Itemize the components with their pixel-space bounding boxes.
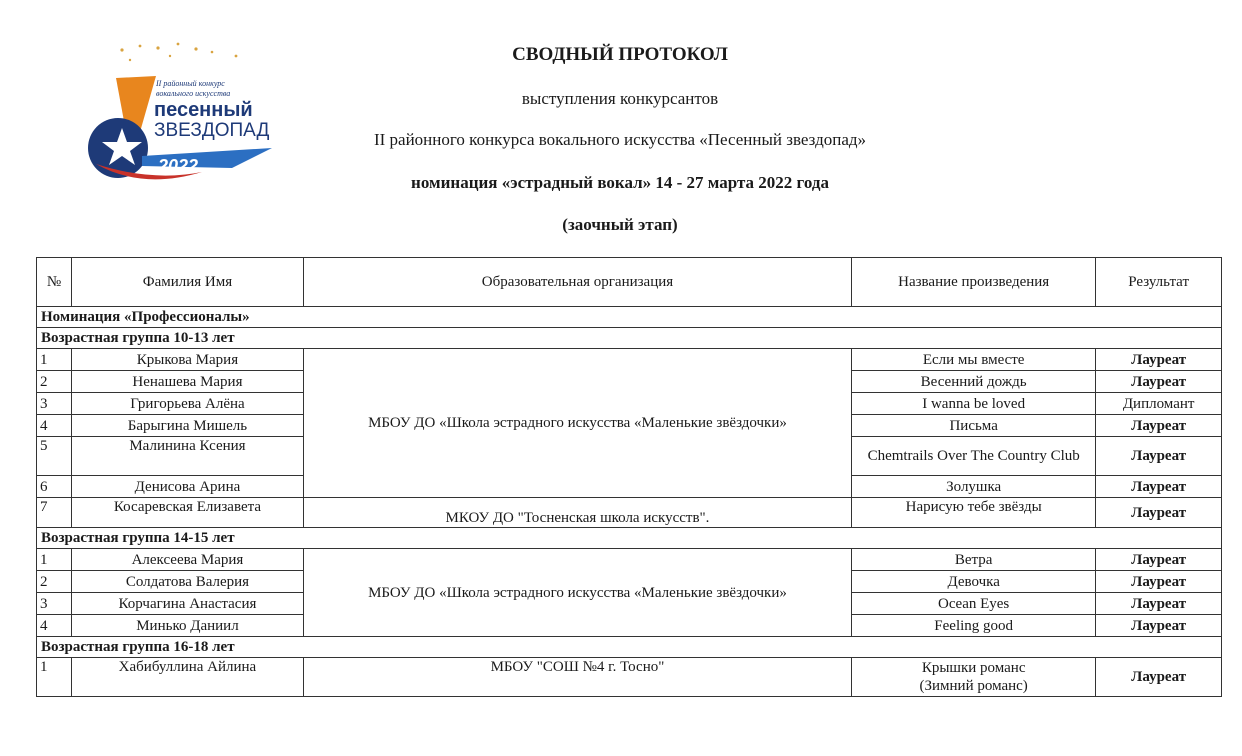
age-group-row — [37, 328, 1222, 349]
row-result: Лауреат — [1096, 498, 1222, 528]
nomination-row — [37, 307, 1222, 328]
age-group-title: Возрастная группа 14-15 лет — [37, 528, 1222, 549]
row-name: Минько Даниил — [72, 615, 304, 637]
row-result: Лауреат — [1096, 615, 1222, 637]
row-name: Денисова Арина — [72, 476, 304, 498]
row-name: Григорьева Алёна — [72, 393, 304, 415]
row-num: 4 — [37, 415, 72, 437]
contest-name: II районного конкурса вокального искусства «Песенный звездопад» — [373, 130, 867, 149]
logo-word-pesenny: песенный — [154, 99, 253, 121]
row-name: Хабибуллина Айлина — [72, 658, 304, 697]
row-song: Письма — [852, 415, 1096, 437]
row-num: 6 — [37, 476, 72, 498]
header-result: Результат — [1096, 258, 1222, 307]
row-song: Ветра — [852, 549, 1096, 571]
contest-logo — [82, 40, 274, 186]
row-num: 5 — [37, 437, 72, 476]
logo-stars-decoration — [120, 43, 237, 62]
row-song: Нарисую тебе звёзды — [852, 498, 1096, 528]
table-header-row — [37, 258, 1222, 307]
results-table — [36, 257, 1222, 697]
row-song: Если мы вместе — [852, 349, 1096, 371]
table-row — [37, 498, 1222, 528]
row-name: Алексеева Мария — [72, 549, 304, 571]
table-row — [37, 549, 1222, 571]
row-org: МБОУ ДО «Школа эстрадного искусства «Маленькие звёздочки» — [303, 549, 851, 637]
row-song-line2: (Зимний романс) — [919, 678, 1028, 694]
row-result: Лауреат — [1096, 437, 1222, 476]
row-num: 3 — [37, 393, 72, 415]
table-row — [37, 658, 1222, 697]
row-result: Лауреат — [1096, 593, 1222, 615]
header-song: Название произведения — [852, 258, 1096, 307]
row-name: Солдатова Валерия — [72, 571, 304, 593]
age-group-title: Возрастная группа 10-13 лет — [37, 328, 1222, 349]
logo-caption-line1: II районный конкурс — [156, 79, 225, 88]
row-org: МБОУ ДО «Школа эстрадного искусства «Маленькие звёздочки» — [303, 349, 851, 498]
row-song: Девочка — [852, 571, 1096, 593]
row-result: Лауреат — [1096, 476, 1222, 498]
row-num: 1 — [37, 658, 72, 697]
row-name: Ненашева Мария — [72, 371, 304, 393]
row-song: I wanna be loved — [852, 393, 1096, 415]
row-song — [852, 658, 1096, 697]
row-name: Косаревская Елизавета — [72, 498, 304, 528]
row-result: Лауреат — [1096, 549, 1222, 571]
age-group-row — [37, 637, 1222, 658]
row-song-line1: Крышки романс — [921, 660, 1026, 676]
header-num: № — [37, 258, 72, 307]
row-result: Лауреат — [1096, 371, 1222, 393]
header-org: Образовательная организация — [303, 258, 851, 307]
logo-word-zvezdopad: ЗВЕЗДОПАД — [154, 120, 270, 141]
row-result: Лауреат — [1096, 349, 1222, 371]
header-name: Фамилия Имя — [72, 258, 304, 307]
document-title: СВОДНЫЙ ПРОТОКОЛ — [512, 44, 728, 65]
row-num: 3 — [37, 593, 72, 615]
document-subtitle: выступления конкурсантов — [521, 89, 719, 108]
row-song: Feeling good — [852, 615, 1096, 637]
row-result: Лауреат — [1096, 571, 1222, 593]
row-song: Весенний дождь — [852, 371, 1096, 393]
row-num: 1 — [37, 349, 72, 371]
row-num: 2 — [37, 571, 72, 593]
row-num: 7 — [37, 498, 72, 528]
row-num: 1 — [37, 549, 72, 571]
row-name: Крыкова Мария — [72, 349, 304, 371]
row-result: Лауреат — [1096, 658, 1222, 697]
row-result: Дипломант — [1096, 393, 1222, 415]
row-num: 2 — [37, 371, 72, 393]
logo-caption-line2: вокального искусства — [156, 89, 231, 98]
row-name: Малинина Ксения — [72, 437, 304, 476]
nomination-title: Номинация «Профессионалы» — [37, 307, 1222, 328]
row-song: Золушка — [852, 476, 1096, 498]
row-result: Лауреат — [1096, 415, 1222, 437]
row-org: МБОУ "СОШ №4 г. Тосно" — [303, 658, 851, 697]
row-song: Chemtrails Over The Country Club — [852, 437, 1096, 476]
stage-label: (заочный этап) — [562, 215, 678, 234]
age-group-row — [37, 528, 1222, 549]
row-num: 4 — [37, 615, 72, 637]
table-row — [37, 349, 1222, 371]
age-group-title: Возрастная группа 16-18 лет — [37, 637, 1222, 658]
row-name: Барыгина Мишель — [72, 415, 304, 437]
nomination-dates: номинация «эстрадный вокал» 14 - 27 марта 2022 года — [411, 173, 829, 192]
row-org: МКОУ ДО "Тосненская школа искусств". — [303, 498, 851, 528]
row-song: Ocean Eyes — [852, 593, 1096, 615]
logo-year: 2022 — [158, 156, 199, 176]
row-name: Корчагина Анастасия — [72, 593, 304, 615]
